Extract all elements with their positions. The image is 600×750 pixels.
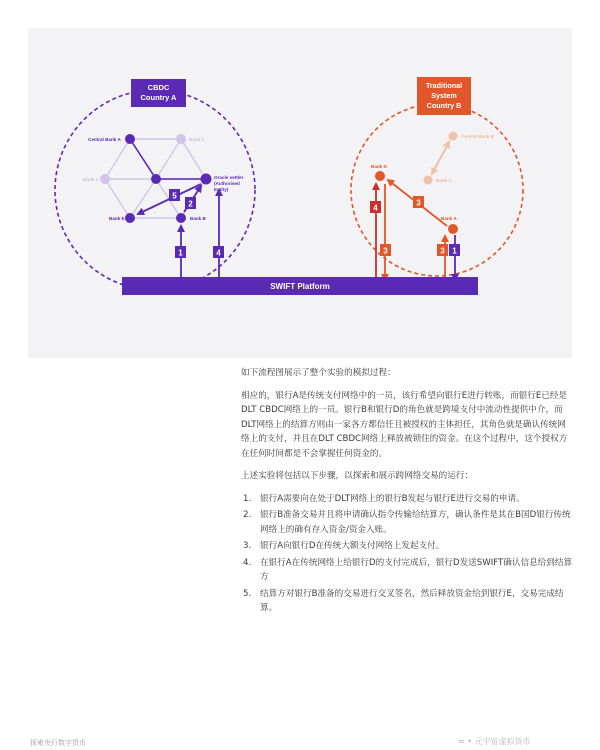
article-body: [241, 366, 573, 618]
bank-e-node: [125, 213, 135, 223]
cbdc-box-line1: CBDC: [147, 83, 170, 92]
watermark: ≈ • 元宇宙虚拟货币: [458, 737, 531, 746]
bank-a-label: Bank A: [441, 216, 457, 221]
oracle-label-2: (Authorised: [214, 181, 240, 186]
bank-b-node: [176, 213, 186, 223]
step-text: 结算方对银行B准备的交易进行交叉签名，然后释放资金给到银行E，交易完成结算。: [260, 588, 564, 613]
list-item: [241, 556, 573, 585]
bank-d-label: Bank D: [371, 164, 387, 169]
swift-platform-label: SWIFT Platform: [270, 282, 330, 291]
list-item: [241, 539, 573, 554]
bank-1-node: [176, 134, 186, 144]
bank-2-label: Bank 2: [83, 177, 99, 182]
cbdc-box-line2: Country A: [140, 93, 177, 102]
step-number: 4.: [243, 557, 252, 568]
bank-c-label: Bank C: [436, 178, 452, 183]
central-bank-b-label: Central Bank B: [461, 134, 494, 139]
step-text: 银行B准备交易并且将申请确认指令传输给结算方，确认条件是其在B国D银行传统网络上的确有存入资金/资金入账。: [260, 510, 571, 535]
list-item: [241, 587, 573, 616]
step-1-number-b: 1: [452, 246, 457, 256]
steps-intro-paragraph: 上述实验将包括以下步骤，以探索和展示跨网络交易的运行：: [241, 471, 474, 481]
list-item: [241, 508, 573, 537]
step-1-number-a: 1: [178, 248, 183, 258]
step-3-number-b-mid: 3: [416, 198, 421, 208]
roles-paragraph: 相应的，银行A是传统支付网络中的一员，该行希望向银行E进行转账，而银行E已经是DLT CBDC网络上的一员。银行B和银行D的角色就是跨境支付中流动性提供中介，而DLT网络上的结算方则由一家各方都信任且被授权的主体担任，其角色就是确认传统网络上的支付，并且在DLT CBDC网络上释放被锁住的资金。在这个过程中，这个授权方在任何时间都是不会掌握任何资金的。: [241, 390, 568, 459]
bank-1-label: Bank 1: [189, 137, 205, 142]
bank-d-node: [375, 171, 385, 181]
traditional-box-line3: Country B: [426, 101, 462, 110]
oracle-label-1: Oracle settler: [214, 175, 244, 180]
step-3-number-b-right: 3: [440, 246, 445, 256]
step-number: 5.: [243, 588, 252, 599]
footer-caption: 探索央行数字货币: [30, 739, 86, 747]
center-node: [151, 174, 161, 184]
step-number: 3.: [243, 541, 252, 551]
central-bank-a-label: Central Bank A: [88, 137, 121, 142]
diagram-svg: [28, 28, 572, 358]
oracle-label-3: Entity): [214, 187, 229, 192]
cross-border-payment-diagram: [28, 28, 572, 358]
arrow-faded-bankc-to-cb: [432, 142, 449, 173]
list-item: [241, 492, 573, 507]
bank-2-node: [100, 174, 110, 184]
step-number: 2.: [243, 510, 252, 520]
bank-a-node: [448, 224, 458, 234]
step-2-number: 2: [188, 199, 193, 209]
step-5-number: 5: [172, 191, 177, 201]
bank-c-node: [424, 176, 433, 185]
step-text: 在银行A在传统网络上给银行D的支付完成后，银行D发送SWIFT确认信息给到结算方: [260, 557, 573, 582]
step-4-number-a: 4: [216, 248, 221, 258]
step-text: 银行A向银行D在传统大额支付网络上发起支付。: [260, 541, 445, 551]
traditional-box-line2: System: [431, 91, 457, 100]
bank-b-label: Bank B: [190, 216, 206, 221]
step-number: 1.: [243, 493, 252, 504]
central-bank-a-node: [125, 134, 135, 144]
step-4-number-b: 4: [373, 203, 378, 213]
step-text: 银行A需要向在处于DLT网络上的银行B发起与银行E进行交易的申请。: [260, 493, 525, 504]
intro-paragraph: 如下流程图展示了整个实验的模拟过程：: [241, 368, 396, 378]
central-bank-b-node: [449, 132, 458, 141]
traditional-box-line1: Traditional: [425, 81, 463, 90]
oracle-node: [201, 174, 212, 185]
steps-list: [241, 492, 573, 616]
bank-e-label: Bank E: [109, 216, 125, 221]
step-3-number-b-left: 3: [383, 246, 388, 256]
